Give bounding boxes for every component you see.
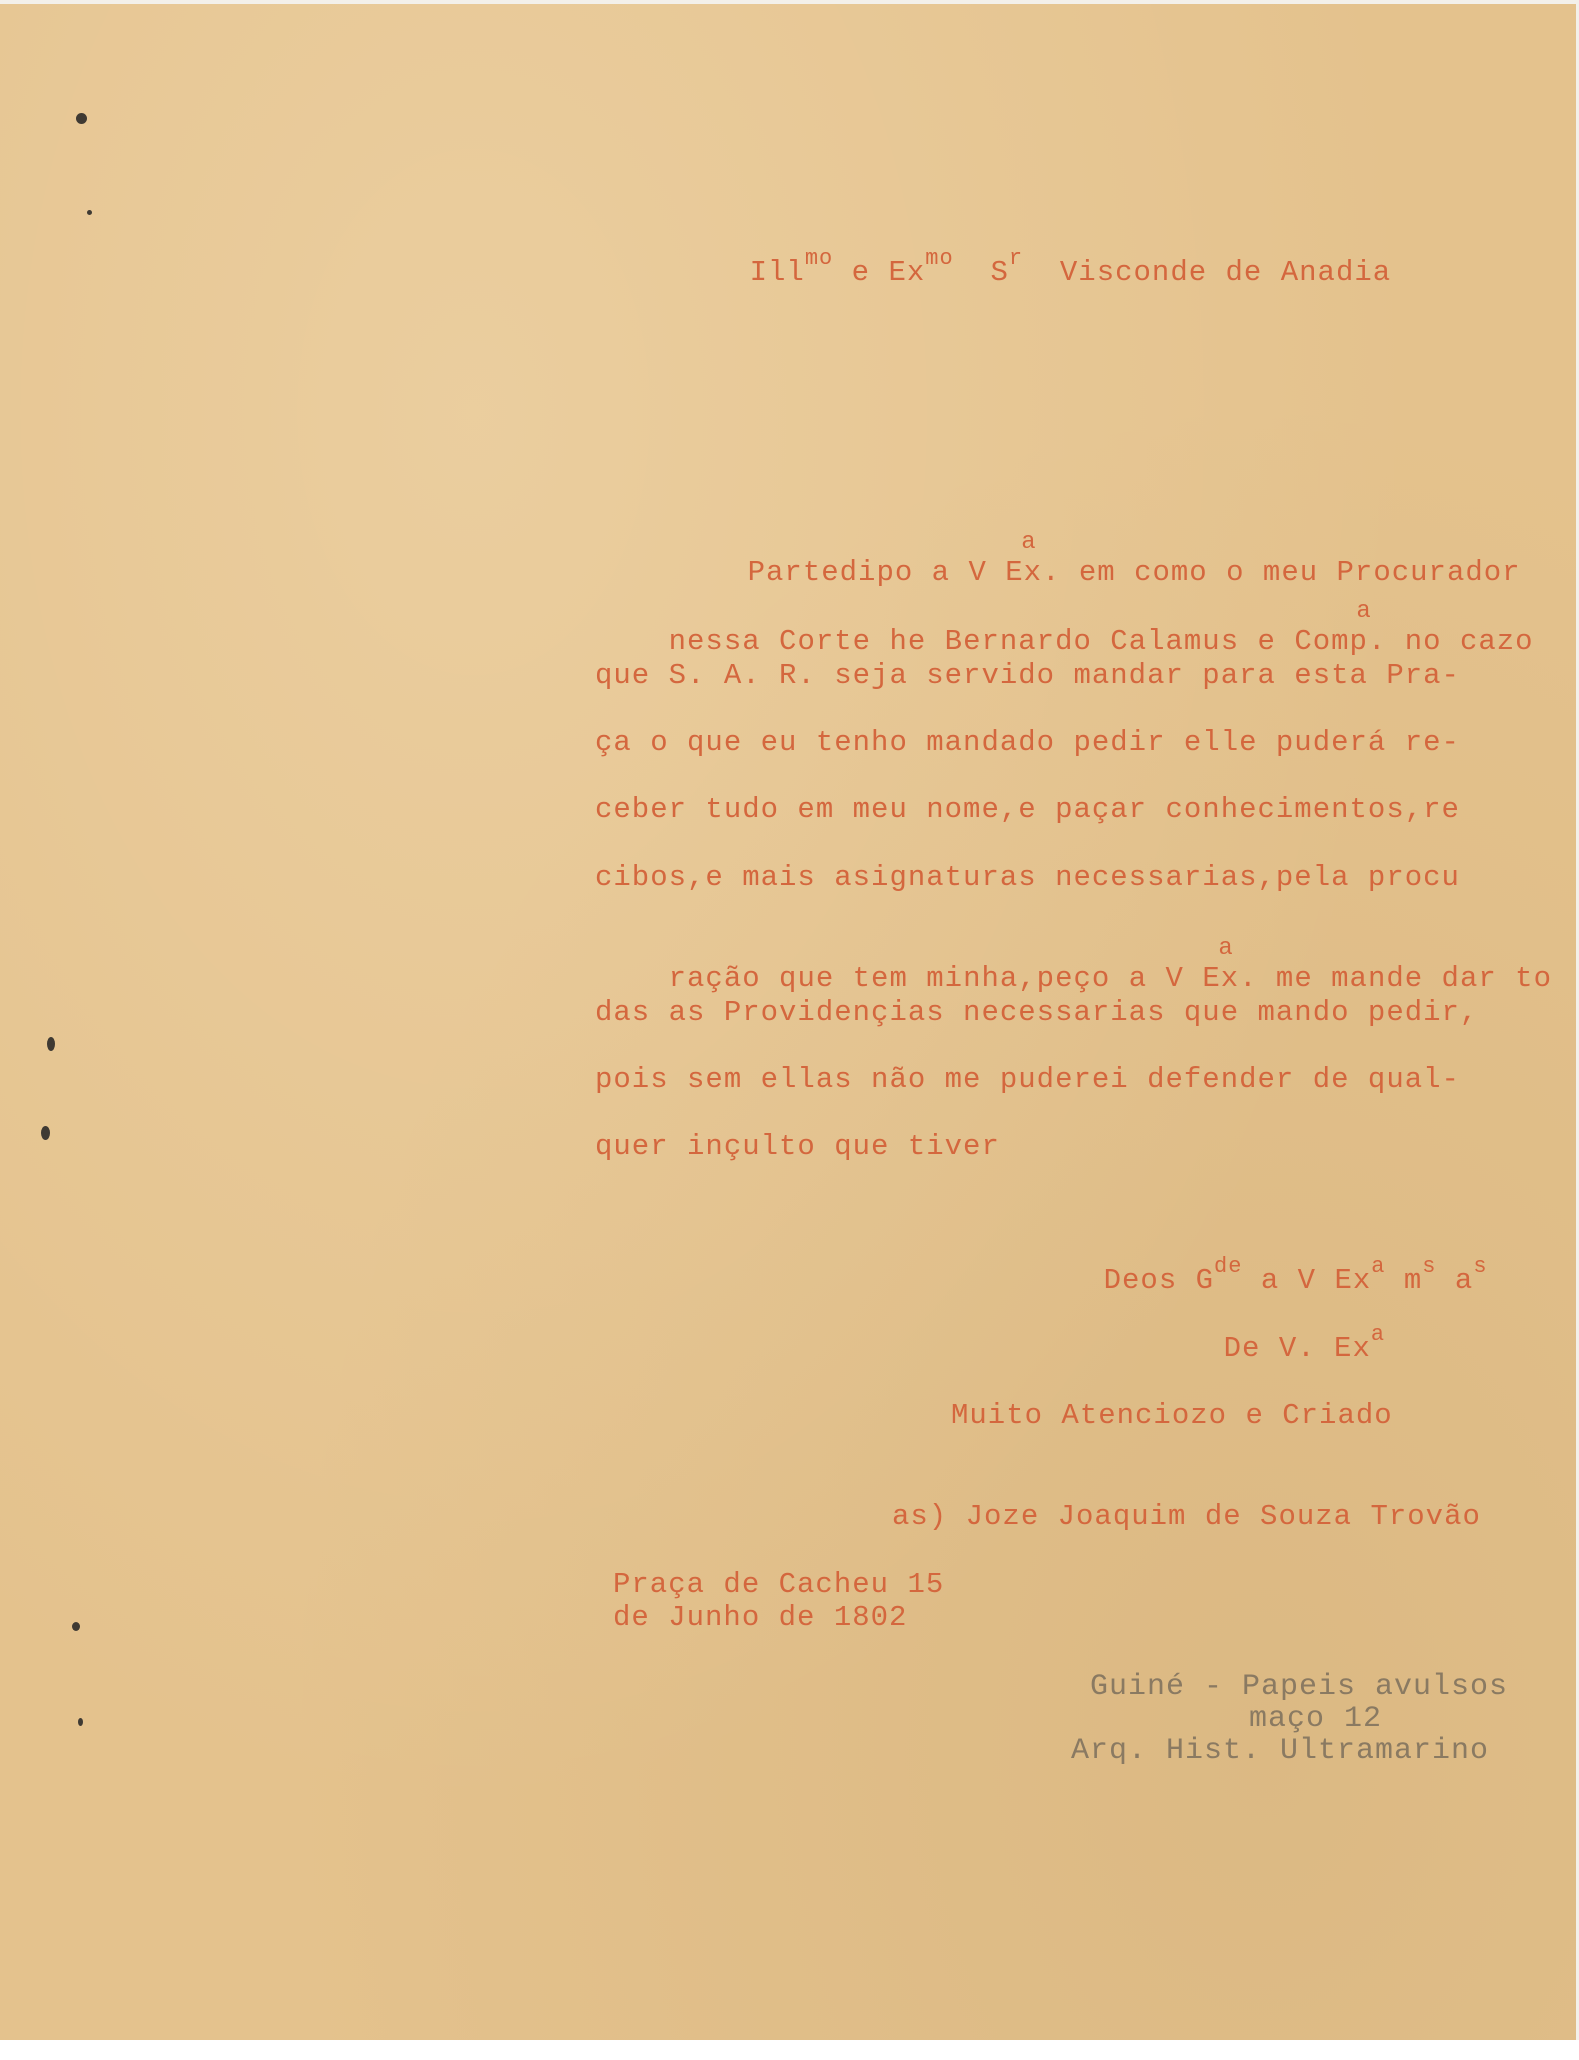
closing-courtesy: Muito Atenciozo e Criado [951,1399,1393,1432]
abbreviation-text: Ex. [1005,556,1061,589]
body-line-5: ceber tudo em meu nome,e paçar conhecimentos,re [595,793,1460,826]
body-line-10: quer inçulto que tiver [595,1130,1000,1163]
salutation-superscript: r [1008,246,1024,271]
place-date-line-1: Praça de Cacheu 15 [613,1568,945,1601]
archive-ref-line-2: maço 12 [1249,1702,1383,1736]
body-line-3: que S. A. R. seja servido mandar para esta Pra- [595,659,1460,692]
closing-superscript: de [1214,1254,1243,1279]
binding-hole [87,210,92,215]
binding-hole [78,1718,83,1726]
closing-text: a V Ex [1242,1264,1372,1297]
abbreviation-text: Comp. [1294,625,1387,658]
body-text: nessa Corte he Bernardo Calamus e [668,625,1295,658]
abbreviation-superscript: a [1218,935,1234,962]
salutation-text: e Ex [833,256,926,289]
binding-hole [72,1622,80,1631]
archive-ref-line-3: Arq. Hist. Ultramarino [1071,1734,1490,1768]
salutation-line [676,222,1391,326]
archive-ref-line-1: Guiné - Papeis avulsos [1090,1670,1509,1704]
binding-hole [47,1037,55,1051]
salutation-addressee: Visconde de Anadia [1023,256,1392,289]
salutation-superscript: mo [925,246,954,271]
closing-text: a [1436,1264,1474,1297]
body-line-4: ça o que eu tenho mandado pedir elle puderá re- [595,726,1460,759]
abbreviation-text: Ex. [1202,962,1258,995]
abbreviation [1202,935,1258,996]
body-text: ração que tem minha,peço a V [668,962,1203,995]
page-bottom-edge [0,2040,1579,2060]
abbreviation [1005,529,1061,590]
closing-superscript: s [1422,1254,1437,1279]
closing-superscript: a [1371,1254,1386,1279]
closing-text: De V. Ex [1223,1332,1371,1365]
salutation-text: S [953,256,1009,289]
body-line-8: das as Providençias necessarias que mando pedir, [595,996,1479,1029]
closing-superscript: a [1370,1322,1386,1347]
salutation-text: Ill [749,256,805,289]
abbreviation-superscript: a [1021,529,1037,556]
closing-addressee [1150,1298,1385,1402]
body-line-9: pois sem ellas não me puderei defender de qual- [595,1063,1460,1096]
closing-superscript: s [1473,1254,1488,1279]
binding-hole [76,113,87,124]
body-text: no cazo [1386,625,1534,658]
abbreviation-superscript: a [1356,598,1372,625]
closing-text: m [1385,1264,1423,1297]
place-date-line-2: de Junho de 1802 [613,1601,908,1634]
abbreviation [1294,598,1387,659]
body-text: me mande dar to [1257,962,1552,995]
binding-hole [41,1126,50,1140]
closing-text: Deos G [1103,1264,1215,1297]
salutation-superscript: mo [804,246,834,271]
body-text: em como o meu Procurador [1060,556,1521,589]
body-line-6: cibos,e mais asignaturas necessarias,pela procu [595,861,1460,894]
page-top-edge [0,0,1579,4]
body-text: Partedipo a V [747,556,1006,589]
signature: as) Joze Joaquim de Souza Trovão [892,1500,1481,1533]
